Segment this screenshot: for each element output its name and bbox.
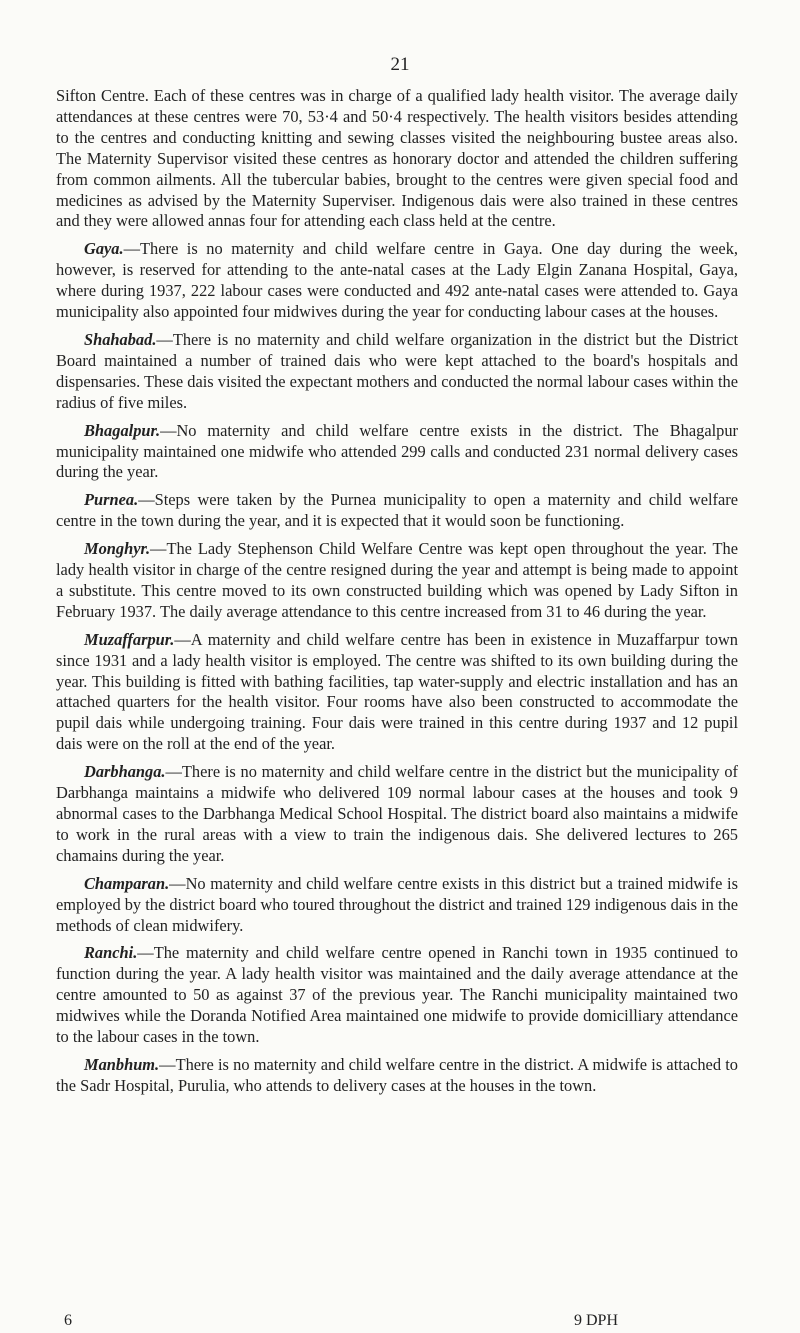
footer-signature-mark: 6 <box>64 1312 72 1329</box>
paragraph-text: —A maternity and child welfare centre has been in existence in Muzaffarpur town since 1931 and a lady health visitor is employed. The centre was shifted to its own building during the year. This building is fitted with bathing facilities, tap water-supply and electric installation and has an attached quarters for the health visitor. Four rooms have also been constructed to accommodate the pupil dais while undergoing training. Four dais were trained in this centre during 1937 and 12 pupil dais were on the roll at the end of the year. <box>56 629 738 754</box>
paragraph-champaran <box>56 874 738 937</box>
paragraph-purnea <box>56 490 738 532</box>
paragraph-heading: Darbhanga. <box>84 762 166 782</box>
paragraph-text: —The Lady Stephenson Child Welfare Centre was kept open throughout the year. The lady health visitor in charge of the centre resigned during the year and attempt is being made to appoint a substitute. This centre moved to its own constructed building which was opened by Lady Sifton in February 1937. The daily average attendance to this centre increased from 31 to 46 during the year. <box>56 539 738 621</box>
paragraph-ranchi <box>56 943 738 1048</box>
paragraph-heading: Bhagalpur. <box>84 420 161 440</box>
paragraph-text: —The maternity and child welfare centre opened in Ranchi town in 1935 continued to function during the year. A lady health visitor was maintained and the daily average attendance at the centre amounted to 50 as against 37 of the previous year. The Ranchi municipality maintained two midwives while the Doranda Notified Area maintained one midwife to provide domicilliary attendance to the labour cases in the town. <box>56 943 738 1047</box>
paragraph-sifton <box>56 86 738 232</box>
paragraph-heading: Shahabad. <box>84 329 157 349</box>
paragraph-monghyr <box>56 539 738 623</box>
paragraph-shahabad <box>56 330 738 414</box>
footer-print-code: 9 DPH <box>574 1312 619 1329</box>
paragraph-muzaffarpur <box>56 630 738 755</box>
paragraph-text: Sifton Centre. Each of these centres was in charge of a qualified lady health visitor. The average daily attendances at these centres were 70, 53·4 and 50·4 respectively. The health visitors besides attending to the centres and conducting knitting and sewing classes visited the neighbouring bustee areas also. The Maternity Supervisor visited these centres as honorary doctor and attended the children suffering from common ailments. All the tubercular babies, brought to the centres were given special food and medicines as advised by the Maternity Superviser. Indigenous dais were also trained in these centres and they were allowed annas four for attending each class held at the centre. <box>56 86 738 231</box>
paragraph-heading: Gaya. <box>84 239 124 259</box>
paragraph-text: —There is no maternity and child welfare centre in the district. A midwife is attached to the Sadr Hospital, Purulia, who attends to delivery cases at the houses in the town. <box>56 1054 738 1095</box>
body-text <box>56 86 738 1104</box>
paragraph-heading: Muzaffarpur. <box>84 629 175 649</box>
paragraph-text: —There is no maternity and child welfare organization in the district but the District Board maintained a number of trained dais who were kept attached to the board's hospitals and dispensaries. These dais visited the expectant mothers and conducted the normal labour cases within the radius of five miles. <box>56 329 738 412</box>
paragraph-heading: Ranchi. <box>84 943 138 963</box>
paragraph-heading: Manbhum. <box>84 1054 160 1074</box>
paragraph-text: —No maternity and child welfare centre exists in this district but a trained midwife is employed by the district board who toured throughout the district and trained 129 indigenous dais in the methods of clean midwifery. <box>56 873 738 935</box>
paragraph-heading: Champaran. <box>84 873 170 893</box>
paragraph-text: —There is no maternity and child welfare centre in the district but the municipality of Darbhanga maintains a midwife who delivered 109 normal labour cases at the houses and took 9 abnormal cases to the Darbhanga Medical School Hospital. The district board also maintains a midwife to work in the rural areas with a view to train the indigenous dais. She delivered lectures to 265 chamains during the year. <box>56 762 738 865</box>
paragraph-gaya <box>56 239 738 323</box>
paragraph-bhagalpur <box>56 421 738 484</box>
page-number: 21 <box>390 54 410 75</box>
paragraph-heading: Purnea. <box>84 490 139 510</box>
paragraph-manbhum <box>56 1055 738 1097</box>
paragraph-heading: Monghyr. <box>84 539 151 559</box>
paragraph-text: —There is no maternity and child welfare centre in Gaya. One day during the week, however, is reserved for attending to the ante-natal cases at the Lady Elgin Zanana Hospital, Gaya, where during 1937, 222 labour cases were conducted and 492 ante-natal cases were attended to. Gaya municipality also appointed four midwives during the year for conducting labour cases at the houses. <box>56 239 738 322</box>
paragraph-text: —No maternity and child welfare centre exists in the district. The Bhagalpur municipality maintained one midwife who attended 299 calls and conducted 231 normal delivery cases during the year. <box>56 420 738 482</box>
paragraph-darbhanga <box>56 762 738 867</box>
paragraph-text: —Steps were taken by the Purnea municipality to open a maternity and child welfare centre in the town during the year, and it is expected that it would soon be functioning. <box>56 490 738 531</box>
